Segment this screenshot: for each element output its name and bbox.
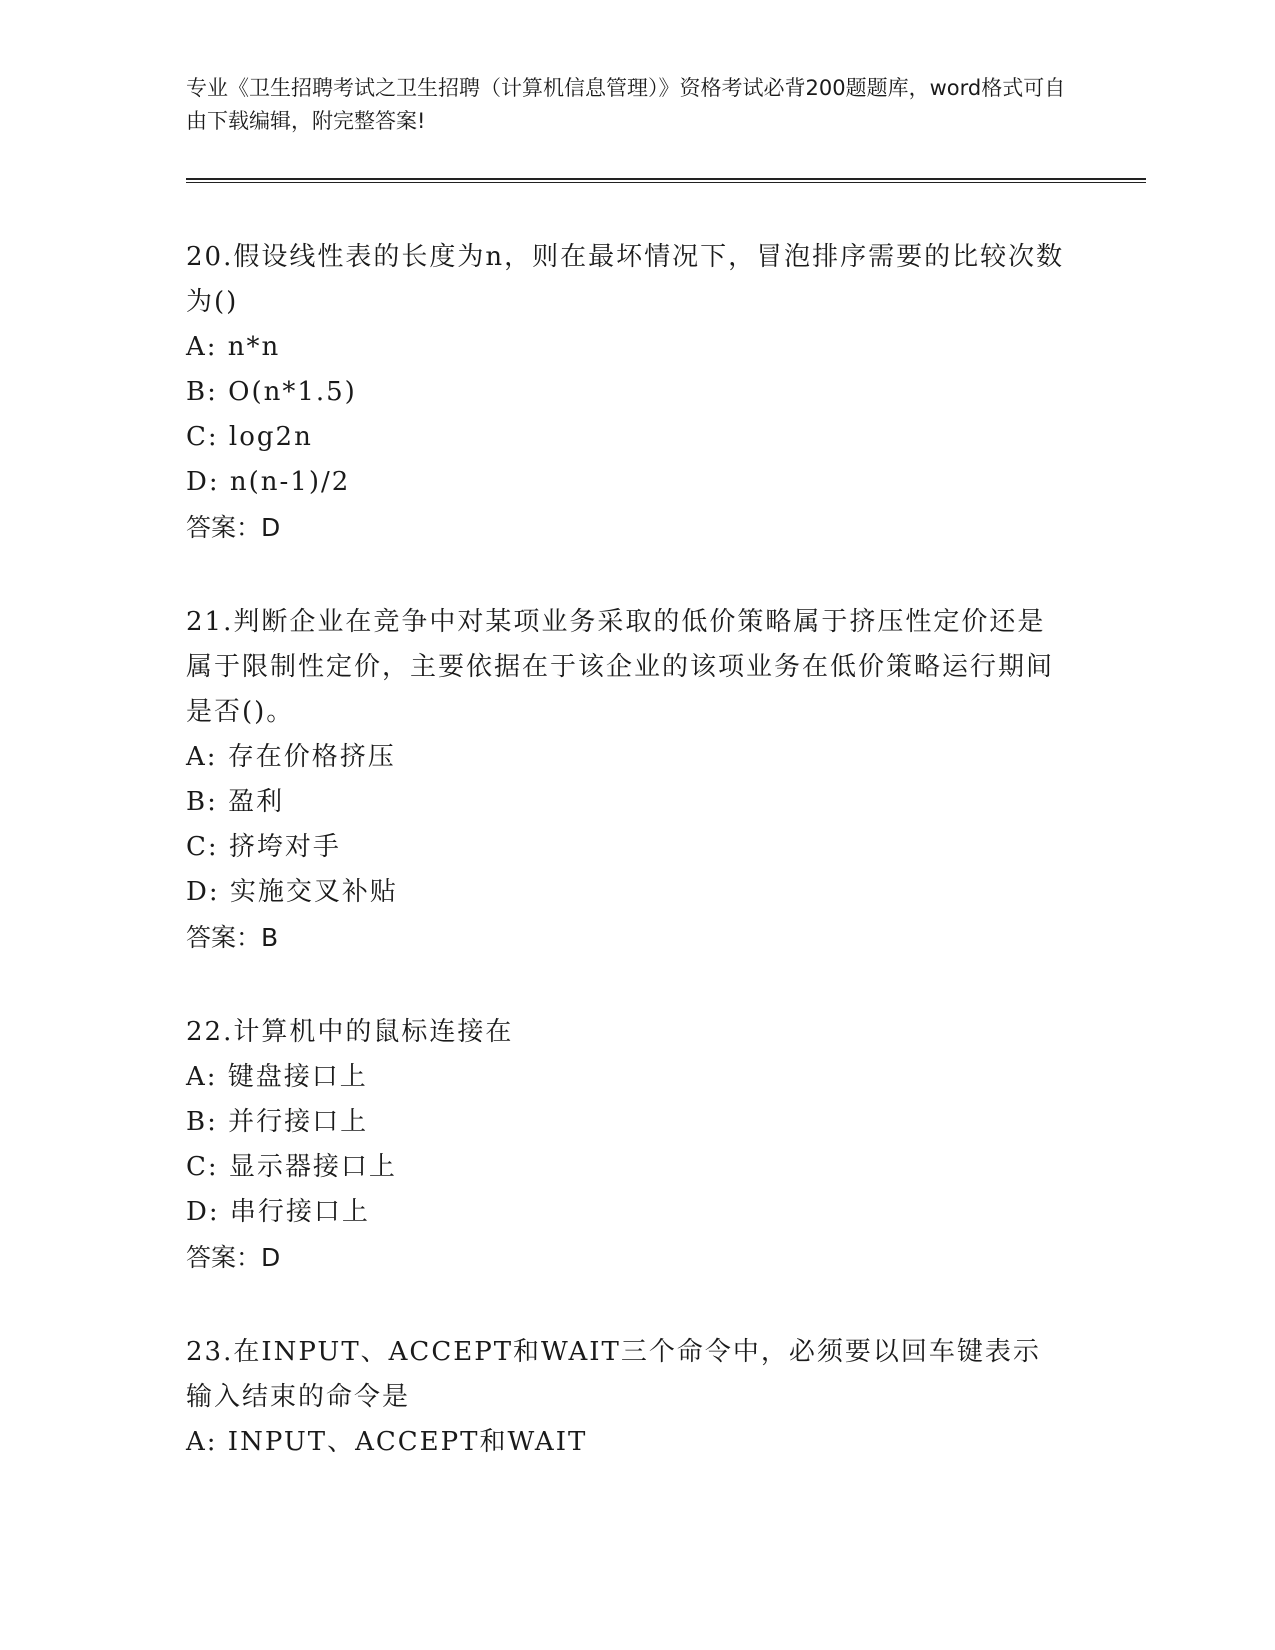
question-20 <box>186 235 1146 550</box>
option-a: A: n*n <box>186 332 281 362</box>
option-b: B: 并行接口上 <box>186 1107 369 1137</box>
document-header: 专业《卫生招聘考试之卫生招聘（计算机信息管理）》资格考试必背200题题库，word格式可自由下载编辑，附完整答案! <box>186 76 1066 133</box>
option-c: C: log2n <box>186 422 313 452</box>
header-divider <box>186 178 1146 183</box>
option-c: C: 挤垮对手 <box>186 832 341 862</box>
option-a: A: INPUT、ACCEPT和WAIT <box>186 1427 588 1457</box>
question-stem: 23.在INPUT、ACCEPT和WAIT三个命令中，必须要以回车键表示输入结束的命令是 <box>186 1337 1041 1412</box>
option-c: C: 显示器接口上 <box>186 1152 397 1182</box>
answer-line: 答案：D <box>186 1243 281 1272</box>
answer-line: 答案：D <box>186 513 281 542</box>
option-d: D: 实施交叉补贴 <box>186 877 398 907</box>
option-d: D: 串行接口上 <box>186 1197 370 1227</box>
question-21 <box>186 600 1146 960</box>
option-b: B: 盈利 <box>186 787 285 817</box>
option-b: B: O(n*1.5) <box>186 377 357 407</box>
question-22 <box>186 1010 1146 1280</box>
answer-line: 答案：B <box>186 923 279 952</box>
document-page <box>186 72 1146 1465</box>
question-stem: 20.假设线性表的长度为n，则在最坏情况下，冒泡排序需要的比较次数为() <box>186 242 1065 317</box>
option-a: A: 键盘接口上 <box>186 1062 368 1092</box>
question-stem: 22.计算机中的鼠标连接在 <box>186 1017 514 1047</box>
option-a: A: 存在价格挤压 <box>186 742 396 772</box>
question-stem: 21.判断企业在竞争中对某项业务采取的低价策略属于挤压性定价还是属于限制性定价，主要依据在于该企业的该项业务在低价策略运行期间是否()。 <box>186 607 1055 727</box>
option-d: D: n(n-1)/2 <box>186 467 351 497</box>
question-23 <box>186 1330 1146 1465</box>
